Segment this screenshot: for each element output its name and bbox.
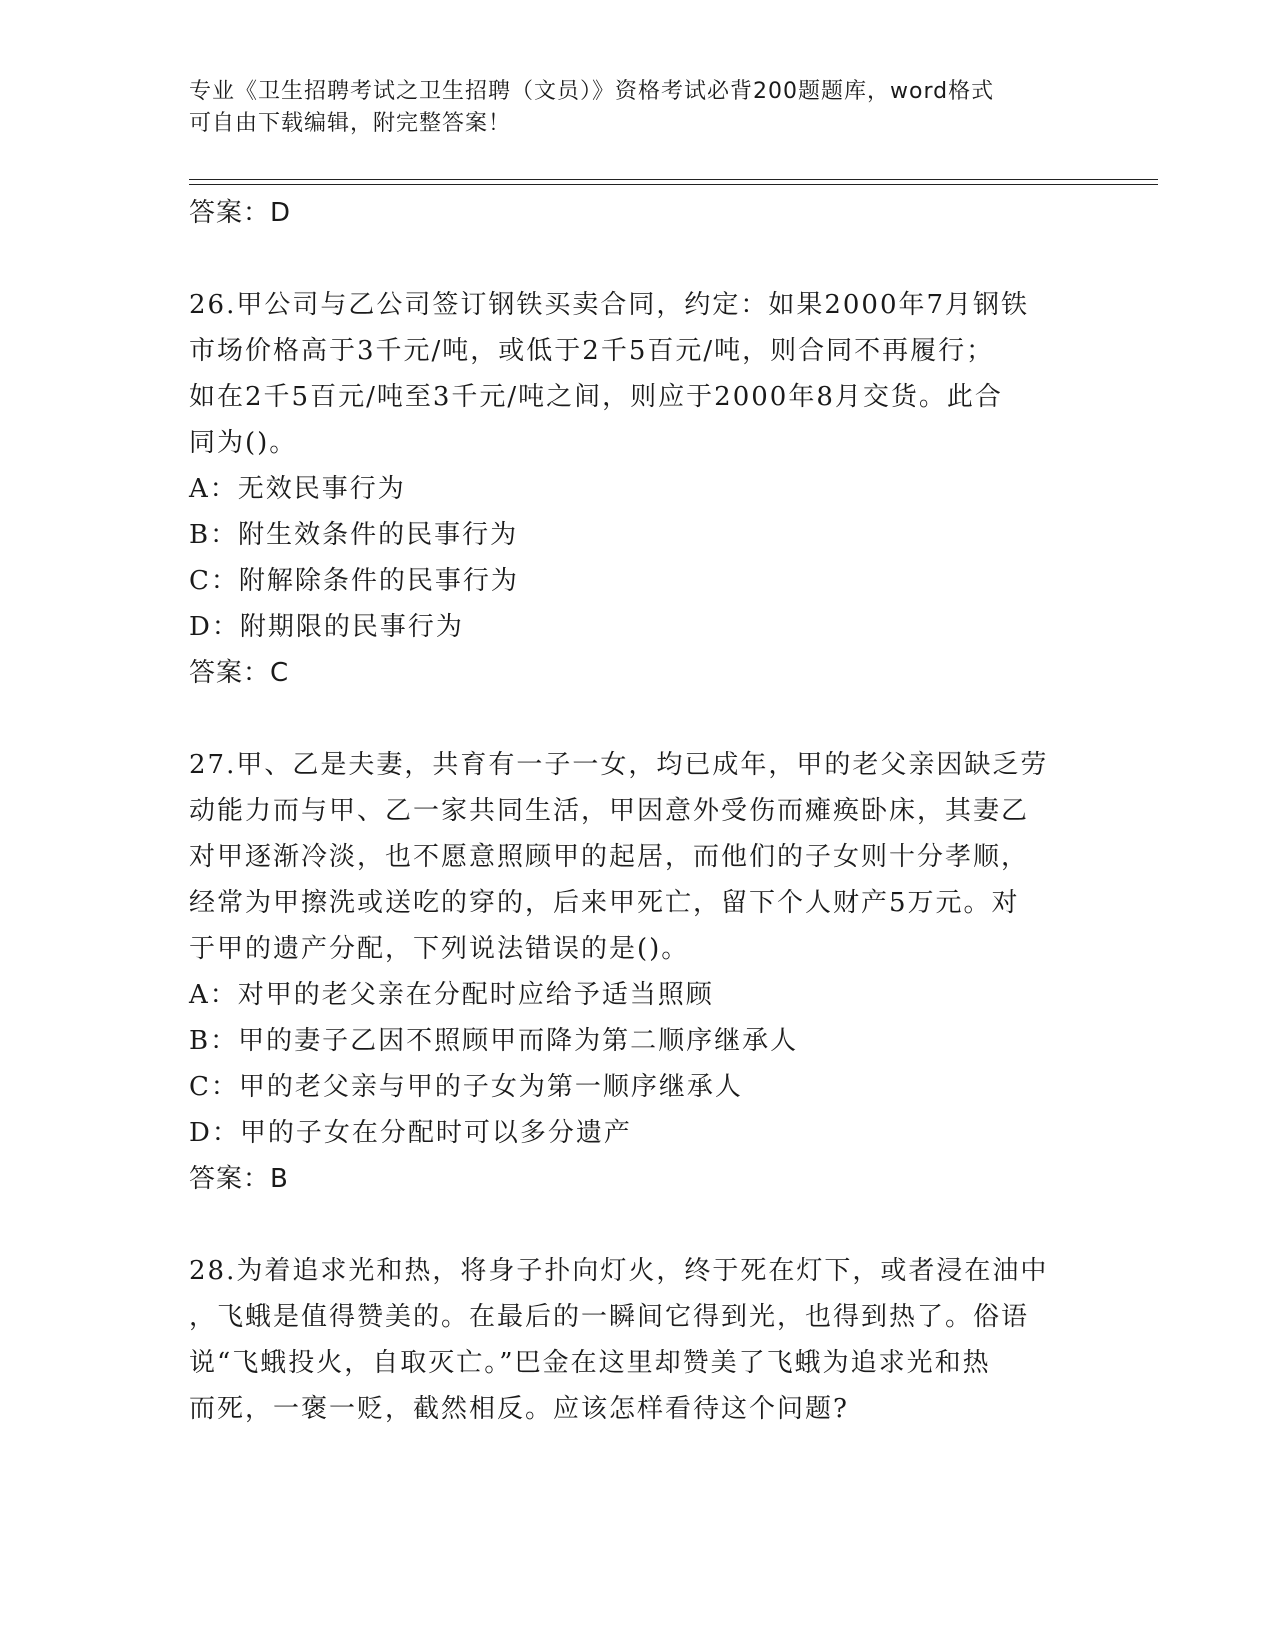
header-divider-top bbox=[189, 179, 1158, 180]
answer-question-26: 答案：C bbox=[189, 658, 290, 688]
question-text-line: 28.为着追求光和热，将身子扑向灯火，终于死在灯下，或者浸在油中 bbox=[189, 1256, 1049, 1286]
question-text-line: ，飞蛾是值得赞美的。在最后的一瞬间它得到光，也得到热了。俗语 bbox=[189, 1302, 1030, 1332]
question-text-line: 同为()。 bbox=[189, 428, 298, 458]
question-text-line: 动能力而与甲、乙一家共同生活，甲因意外受伤而瘫痪卧床，其妻乙 bbox=[189, 796, 1030, 826]
option-a: A：无效民事行为 bbox=[189, 474, 406, 504]
question-text-line: 27.甲、乙是夫妻，共育有一子一女，均已成年，甲的老父亲因缺乏劳 bbox=[189, 750, 1049, 780]
answer-question-27: 答案：B bbox=[189, 1164, 289, 1194]
document-header bbox=[189, 76, 1089, 140]
option-d: D：附期限的民事行为 bbox=[189, 612, 464, 642]
spacer bbox=[189, 696, 1089, 742]
option-c: C：附解除条件的民事行为 bbox=[189, 566, 519, 596]
question-28 bbox=[189, 1248, 1089, 1432]
answer-previous-question: 答案：D bbox=[189, 198, 292, 228]
question-27 bbox=[189, 742, 1089, 1202]
option-b: B：甲的妻子乙因不照顾甲而降为第二顺序继承人 bbox=[189, 1026, 799, 1056]
question-text-line: 而死，一褒一贬，截然相反。应该怎样看待这个问题? bbox=[189, 1394, 849, 1424]
question-text-line: 对甲逐渐冷淡，也不愿意照顾甲的起居，而他们的子女则十分孝顺， bbox=[189, 842, 1030, 872]
document-body bbox=[189, 190, 1089, 1432]
question-text-line: 26.甲公司与乙公司签订钢铁买卖合同，约定：如果2000年7月钢铁 bbox=[189, 290, 1030, 320]
question-text-line: 经常为甲擦洗或送吃的穿的，后来甲死亡，留下个人财产5万元。对 bbox=[189, 888, 1020, 918]
option-a: A：对甲的老父亲在分配时应给予适当照顾 bbox=[189, 980, 714, 1010]
header-divider-bottom bbox=[189, 184, 1158, 185]
spacer bbox=[189, 1202, 1089, 1248]
question-26 bbox=[189, 282, 1089, 696]
option-d: D：甲的子女在分配时可以多分遗产 bbox=[189, 1118, 632, 1148]
header-title-line-2: 可自由下载编辑，附完整答案！ bbox=[189, 111, 512, 136]
question-text-line: 市场价格高于3千元/吨，或低于2千5百元/吨，则合同不再履行； bbox=[189, 336, 995, 366]
spacer bbox=[189, 236, 1089, 282]
option-b: B：附生效条件的民事行为 bbox=[189, 520, 519, 550]
option-c: C：甲的老父亲与甲的子女为第一顺序继承人 bbox=[189, 1072, 743, 1102]
question-text-line: 如在2千5百元/吨至3千元/吨之间，则应于2000年8月交货。此合 bbox=[189, 382, 1003, 412]
question-text-line: 于甲的遗产分配，下列说法错误的是()。 bbox=[189, 934, 690, 964]
question-text-line: 说“飞蛾投火，自取灭亡。”巴金在这里却赞美了飞蛾为追求光和热 bbox=[189, 1348, 991, 1378]
header-title-line-1: 专业《卫生招聘考试之卫生招聘（文员）》资格考试必背200题题库，word格式 bbox=[189, 79, 995, 104]
